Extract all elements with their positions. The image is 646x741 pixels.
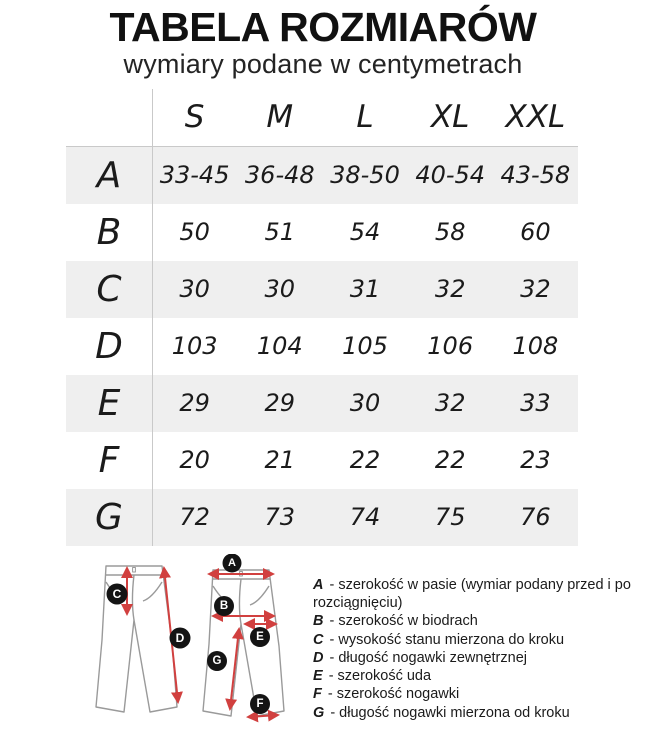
column-header-m: M [266,99,294,136]
legend-text: - wysokość stanu mierzona do kroku [329,631,565,648]
table-cell: 32 [434,389,466,418]
table-cell: 40-54 [415,161,486,190]
table-cell: 74 [349,503,381,532]
badge-C-letter: C [112,586,122,601]
legend-item-e [313,667,646,685]
badge-G [207,651,227,671]
table-cell: 33 [520,389,551,418]
table-cell: 72 [179,503,210,532]
table-cell: 106 [427,332,474,361]
table-cell: 60 [520,218,551,247]
table-cell: 21 [264,446,296,475]
table-cell: 36-48 [244,161,315,190]
pants-diagram-svg [84,554,309,726]
table-row-e [66,375,578,432]
row-label: G [95,496,123,538]
arrow-F [248,715,278,717]
table-cell: 32 [520,275,551,304]
table-cell: 43-58 [500,161,571,190]
pants-diagrams [84,554,309,731]
row-label: C [96,268,122,310]
legend-item-f [313,685,646,703]
table-cell: 20 [179,446,210,475]
table-cell: 30 [349,389,381,418]
table-row-a [66,147,578,204]
table-cell: 58 [434,218,466,247]
table-row-c [66,261,578,318]
badge-B-letter: B [219,599,229,612]
legend-text: - szerokość uda [328,668,432,685]
table-row-g [66,489,578,546]
table-cell: 108 [512,332,559,361]
table-row-f [66,432,578,489]
table-row-d [66,318,578,375]
table-cell: 104 [256,332,303,361]
table-cell: 30 [179,275,210,304]
table-header-row [66,89,578,146]
table-cell: 54 [349,218,381,247]
badge-F [250,694,270,714]
legend-letter: E [313,668,323,685]
badge-E-letter: E [256,630,264,643]
table-cell: 29 [179,389,210,418]
badge-A-letter: A [228,556,236,569]
table-cell: 31 [349,275,381,304]
legend-letter: A [313,576,324,593]
badge-D-letter: D [175,630,185,645]
legend-text: - szerokość w pasie (wymiar podany przed i po rozciągnięciu) [313,576,631,611]
table-cell: 75 [434,503,466,532]
row-label: B [96,211,122,253]
table-cell: 30 [264,275,296,304]
badge-D [170,627,191,648]
row-label: D [95,325,123,367]
table-cell: 29 [264,389,296,418]
legend-item-a [313,576,646,613]
legend-text: - długość nogawki mierzona od kroku [330,704,570,721]
table-cell: 23 [520,446,551,475]
column-header-xl: XL [430,99,470,136]
badge-E [250,627,270,647]
table-cell: 33-45 [159,161,230,190]
column-header-s: S [184,99,205,136]
table-cell: 103 [171,332,218,361]
legend-text: - szerokość nogawki [327,686,460,703]
column-header-l: L [356,99,374,136]
row-label: A [96,154,122,196]
legend-letter: G [313,704,325,721]
legend-item-d [313,649,646,667]
size-chart-page [0,6,646,741]
badge-F-letter: F [256,697,264,710]
legend-item-c [313,631,646,649]
legend-item-g [313,704,646,722]
table-cell: 73 [264,503,296,532]
legend-item-b [313,612,646,630]
table-cell: 51 [264,218,296,247]
badge-A [223,554,242,573]
table-cell: 50 [179,218,210,247]
badge-B [214,596,234,616]
legend-letter: C [313,631,324,648]
legend-letter: B [313,613,324,630]
measurement-guide [84,554,646,731]
legend-text: - szerokość w biodrach [329,613,478,630]
table-cell: 32 [434,275,466,304]
table-row-b [66,204,578,261]
row-label: F [98,439,120,481]
row-label: E [97,382,121,424]
legend-letter: F [313,686,322,703]
table-cell: 105 [342,332,388,361]
column-header-xxl: XXL [505,99,566,136]
pants-front-outline [96,566,177,712]
table-body [66,146,578,546]
legend-letter: D [313,649,324,666]
pants-annotated-outline [203,570,284,716]
size-table [66,89,578,546]
measurement-legend [313,576,646,722]
table-cell: 38-50 [330,161,400,190]
table-cell: 76 [520,503,551,532]
page-title: TABELA ROZMIARÓW [109,4,537,50]
page-subtitle: wymiary podane w centymetrach [123,49,523,80]
badge-G-letter: G [212,654,222,667]
badge-C [107,583,128,604]
table-cell: 22 [434,446,466,475]
table-cell: 22 [349,446,381,475]
legend-text: - długość nogawki zewnętrznej [329,649,527,666]
